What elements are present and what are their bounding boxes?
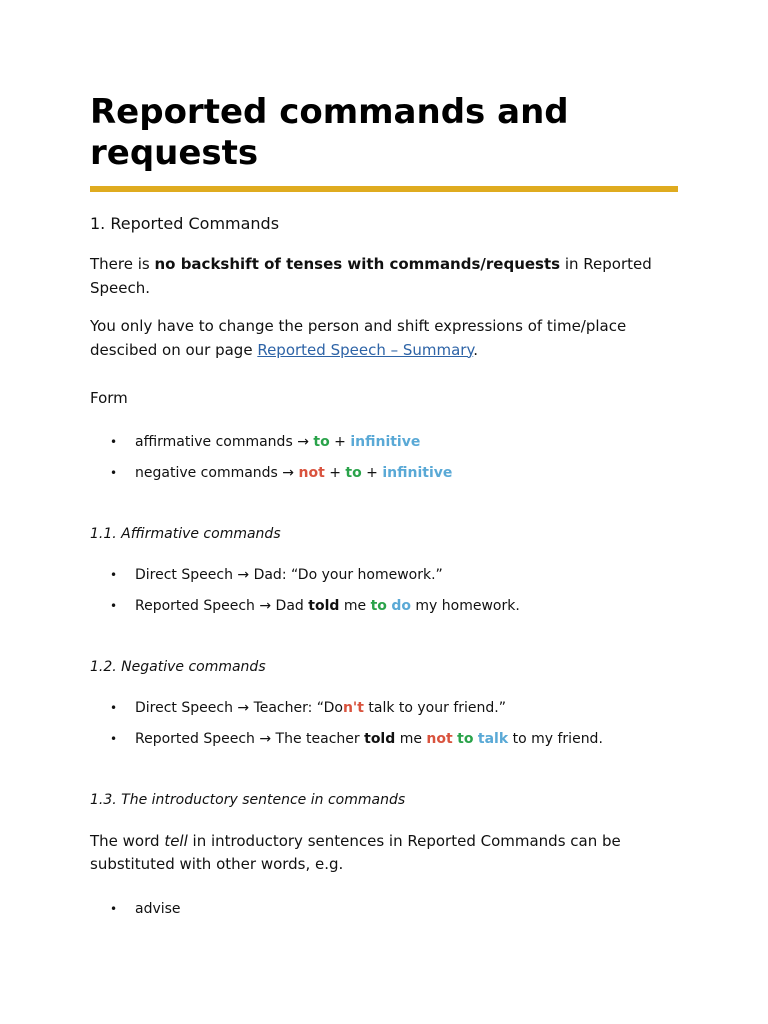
negative-list (90, 699, 678, 749)
text: Reported Speech → The teacher (135, 730, 365, 747)
bullet-icon: • (110, 598, 118, 613)
form-list (90, 433, 678, 483)
to-word: to (313, 433, 330, 450)
affirmative-list (90, 566, 678, 616)
paragraph-tell (90, 830, 678, 877)
text: me (395, 730, 427, 747)
subheading-introductory: 1.3. The introductory sentence in commands (90, 791, 406, 808)
paragraph-backshift (90, 253, 678, 300)
nt-word: n't (342, 699, 364, 716)
infinitive-word: infinitive (350, 433, 421, 450)
plus-sign: + (366, 464, 378, 481)
infinitive-word: infinitive (382, 464, 453, 481)
text: Direct Speech → Dad: “Do your homework.” (135, 566, 443, 583)
form-label: Form (90, 389, 128, 407)
bold-text: no backshift of tenses with commands/requests (154, 255, 561, 273)
text: advise (135, 900, 181, 917)
plus-sign: + (329, 464, 341, 481)
list-item (90, 730, 678, 749)
bullet-icon: • (110, 731, 118, 746)
paragraph-shift (90, 315, 678, 362)
bullet-icon: • (110, 700, 118, 715)
not-word: not (298, 464, 325, 481)
text: You only have to change the person and shift expressions of time/place descibed on our page (90, 317, 627, 359)
verb-word: talk (477, 730, 509, 747)
text: affirmative commands → (135, 433, 309, 450)
text: The word (90, 831, 165, 850)
text: in introductory sentences in Reported Commands can be substituted with other words, e.g. (90, 831, 621, 873)
text: to my friend. (508, 730, 603, 747)
text: talk to your friend.” (363, 699, 506, 716)
to-word: to (457, 730, 474, 747)
article (90, 92, 678, 931)
list-item (90, 699, 678, 718)
bullet-icon: • (110, 901, 118, 916)
to-word: to (370, 597, 387, 614)
section-heading: 1. Reported Commands (90, 214, 280, 233)
plus-sign: + (334, 433, 346, 450)
bullet-icon: • (110, 465, 118, 480)
text: my homework. (410, 597, 520, 614)
told-word: told (364, 730, 396, 747)
text: Direct Speech → Teacher: “Do (135, 699, 343, 716)
title-underline (90, 186, 678, 192)
italic-word: tell (164, 831, 188, 850)
text: in Reported Speech. (90, 255, 652, 297)
verb-word: do (391, 597, 411, 614)
page-title: Reported commands and requests (90, 92, 569, 173)
bullet-icon: • (110, 567, 118, 582)
subheading-negative: 1.2. Negative commands (90, 658, 266, 675)
list-item (90, 433, 678, 452)
text: There is (90, 255, 155, 273)
text: negative commands → (135, 464, 295, 481)
bullet-icon: • (110, 434, 118, 449)
not-word: not (426, 730, 453, 747)
list-item (90, 566, 678, 585)
to-word: to (345, 464, 362, 481)
list-item (90, 597, 678, 616)
told-word: told (308, 597, 340, 614)
text: Reported Speech → Dad (135, 597, 309, 614)
list-item (90, 464, 678, 483)
text: . (473, 340, 478, 359)
subheading-affirmative: 1.1. Affirmative commands (90, 525, 281, 542)
substitute-list (90, 900, 678, 919)
text: me (339, 597, 371, 614)
summary-link[interactable]: Reported Speech – Summary (257, 340, 474, 359)
list-item (90, 900, 678, 919)
